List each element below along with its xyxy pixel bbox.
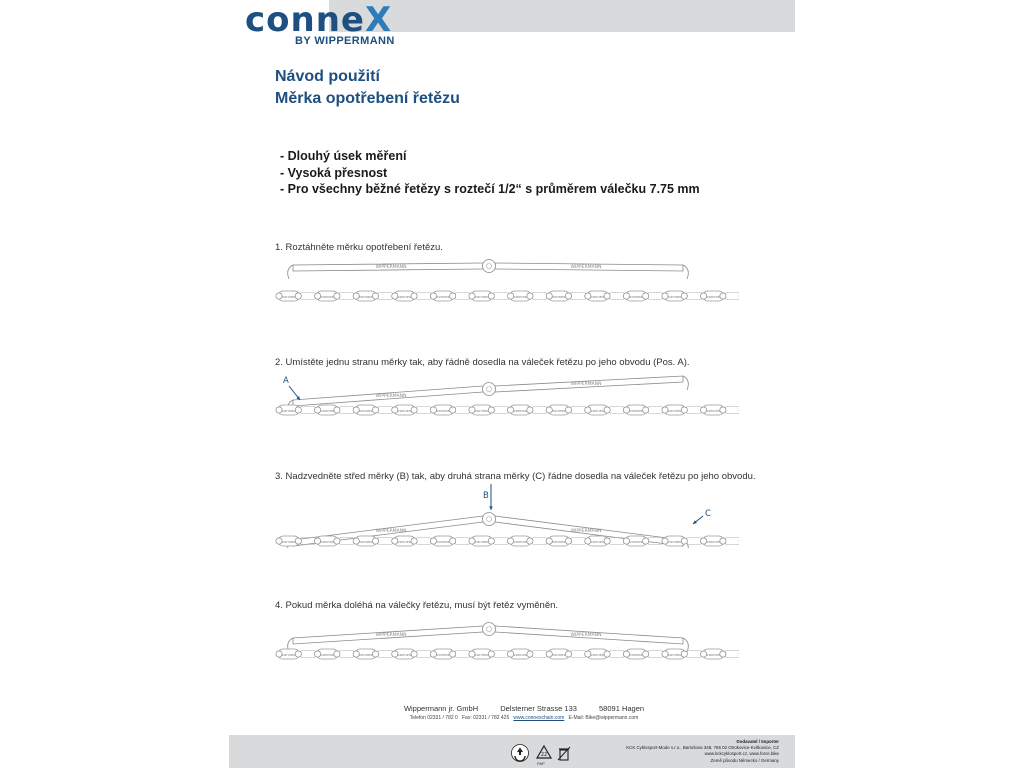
chain-roller xyxy=(372,538,378,544)
gauge-right-hook xyxy=(683,376,688,390)
chain-roller xyxy=(488,651,494,657)
company-address xyxy=(374,704,674,721)
chain-inner-link xyxy=(647,407,664,414)
chain-inner-link xyxy=(608,407,625,414)
chain-roller xyxy=(720,538,726,544)
chain-roller xyxy=(315,538,321,544)
chain-link-label: connex xyxy=(706,539,720,544)
chain-inner-link xyxy=(415,538,432,545)
chain-roller xyxy=(681,293,687,299)
chain-link-label: connex xyxy=(513,539,527,544)
chain-roller xyxy=(643,293,649,299)
gauge-brand-left: WIPPERMANN xyxy=(375,265,407,270)
chain-roller xyxy=(488,538,494,544)
chain-link-label: connex xyxy=(590,408,604,413)
chain-link-label: connex xyxy=(475,539,489,544)
chain-link-label: connex xyxy=(668,539,682,544)
chain-inner-link xyxy=(377,407,394,414)
step-4-text: 4. Pokud měrka doléhá na válečky řetězu, musí být řetěz vyměněn. xyxy=(275,600,559,611)
chain-inner-link xyxy=(454,407,471,414)
chain-link-label: connex xyxy=(436,294,450,299)
chain-inner-link xyxy=(454,538,471,545)
chain-roller xyxy=(643,538,649,544)
gauge-brand-left: WIPPERMANN xyxy=(375,633,407,638)
chain-link-label: connex xyxy=(513,294,527,299)
chain-roller xyxy=(623,407,629,413)
chain-link-label: connex xyxy=(320,539,334,544)
svg-text:22: 22 xyxy=(540,752,548,758)
chain-roller xyxy=(450,293,456,299)
chain-roller xyxy=(334,293,340,299)
chain-roller xyxy=(276,293,282,299)
chain-inner-link xyxy=(338,651,355,658)
chain-inner-link xyxy=(377,538,394,545)
chain-roller xyxy=(372,407,378,413)
chain-roller xyxy=(450,538,456,544)
chain-roller xyxy=(546,538,552,544)
diagram-1 xyxy=(273,258,739,308)
company-name: Wippermann jr. GmbH xyxy=(403,704,479,713)
gauge-right-hook xyxy=(683,638,688,652)
chain-roller xyxy=(469,293,475,299)
chain-link-label: connex xyxy=(590,294,604,299)
logo-wordmark: conneX xyxy=(245,0,393,40)
chain-link-label: connex xyxy=(359,294,373,299)
chain-roller xyxy=(604,651,610,657)
chain-link-label: connex xyxy=(706,408,720,413)
chain-roller xyxy=(488,293,494,299)
chain-roller xyxy=(720,407,726,413)
chain-roller xyxy=(508,293,514,299)
chain-inner-link xyxy=(531,538,548,545)
street-address: Delsterner Strasse 133 xyxy=(500,704,577,713)
gauge-center-knob xyxy=(483,383,496,396)
chain-roller xyxy=(276,538,282,544)
gauge-brand-right: WIPPERMANN xyxy=(570,529,602,534)
chain-roller xyxy=(508,538,514,544)
chain-link-label: connex xyxy=(282,539,296,544)
bike-chain xyxy=(276,649,739,659)
gauge-brand-right: WIPPERMANN xyxy=(570,265,602,270)
step-1-text: 1. Roztáhněte měrku opotřebení řetězu. xyxy=(275,242,443,253)
chain-roller xyxy=(701,293,707,299)
chain-link-label: connex xyxy=(475,294,489,299)
chain-roller xyxy=(411,407,417,413)
chain-roller xyxy=(585,651,591,657)
chain-roller xyxy=(469,651,475,657)
chain-roller xyxy=(701,407,707,413)
chain-roller xyxy=(276,407,282,413)
chain-inner-link xyxy=(685,538,702,545)
email-address: E-Mail: Bike@wippermann.com xyxy=(568,715,639,721)
chain-roller xyxy=(546,651,552,657)
chain-link-label: connex xyxy=(629,408,643,413)
chain-inner-link xyxy=(647,651,664,658)
chain-inner-link xyxy=(492,293,509,300)
city-address: 58091 Hagen xyxy=(599,704,645,713)
chain-inner-link xyxy=(608,293,625,300)
chain-roller xyxy=(623,293,629,299)
step-2-chain-gauge xyxy=(273,370,739,420)
chain-inner-link xyxy=(492,651,509,658)
chain-link-label: connex xyxy=(629,652,643,657)
chain-inner-link xyxy=(377,293,394,300)
phone-number: Telefon 02331 / 782 0 xyxy=(409,715,458,721)
importer-info xyxy=(626,739,779,764)
chain-roller xyxy=(430,538,436,544)
contact-line xyxy=(374,715,674,721)
chain-roller xyxy=(585,538,591,544)
feature-item: - Pro všechny běžné řetězy s roztečí 1/2“ s průměrem válečku 7.75 mm xyxy=(280,182,700,196)
chain-roller xyxy=(546,293,552,299)
logo-subtitle: BY WIPPERMANN xyxy=(295,35,395,47)
chain-roller xyxy=(469,407,475,413)
chain-inner-link xyxy=(338,293,355,300)
chain-inner-link xyxy=(415,407,432,414)
chain-inner-link xyxy=(647,293,664,300)
chain-inner-link xyxy=(685,407,702,414)
page-title xyxy=(275,66,460,110)
importer-address: KCK Cyklosport-Mode s.r.o., Bartošova 348, 765 02 Otrokovice-Kvítkovice, CZ xyxy=(626,745,779,751)
chain-link-label: connex xyxy=(590,652,604,657)
footer-band xyxy=(229,735,795,768)
chain-roller xyxy=(565,407,571,413)
instruction-sheet xyxy=(229,0,795,768)
chain-inner-link xyxy=(570,538,587,545)
feature-item: - Dlouhý úsek měření xyxy=(280,149,407,163)
chain-roller xyxy=(527,651,533,657)
chain-roller xyxy=(681,651,687,657)
chain-inner-link xyxy=(492,538,509,545)
marker-b-arrow-head xyxy=(489,506,492,510)
chain-roller xyxy=(604,407,610,413)
chain-roller xyxy=(411,538,417,544)
chain-roller xyxy=(353,407,359,413)
chain-link-label: connex xyxy=(359,408,373,413)
chain-roller xyxy=(411,651,417,657)
chain-roller xyxy=(604,293,610,299)
chain-roller xyxy=(315,293,321,299)
chain-roller xyxy=(681,407,687,413)
gauge-brand-right: WIPPERMANN xyxy=(570,382,602,387)
chain-roller xyxy=(565,651,571,657)
gauge-center-knob xyxy=(483,260,496,273)
chain-inner-link xyxy=(299,651,316,658)
chain-roller xyxy=(508,407,514,413)
chain-link-label: connex xyxy=(668,294,682,299)
chain-inner-link xyxy=(570,293,587,300)
step-2-text: 2. Umístěte jednu stranu měrky tak, aby řádně dosedla na váleček řetězu po jeho obvodu (Pos. A). xyxy=(275,357,690,368)
chain-roller xyxy=(353,293,359,299)
step-4-chain-gauge xyxy=(273,618,739,668)
chain-roller xyxy=(315,651,321,657)
chain-roller xyxy=(295,407,301,413)
chain-inner-link xyxy=(608,651,625,658)
chain-roller xyxy=(527,293,533,299)
chain-roller xyxy=(334,651,340,657)
chain-link-label: connex xyxy=(475,652,489,657)
chain-link-label: connex xyxy=(397,294,411,299)
chain-link-label: connex xyxy=(320,294,334,299)
step-3-chain-gauge xyxy=(273,482,739,548)
bike-chain xyxy=(276,536,739,546)
gauge-center-knob xyxy=(483,513,496,526)
chain-inner-link xyxy=(570,407,587,414)
chain-link-label: connex xyxy=(397,652,411,657)
chain-roller xyxy=(392,538,398,544)
chain-inner-link xyxy=(685,293,702,300)
chain-link-label: connex xyxy=(668,408,682,413)
title-line-1: Návod použití xyxy=(275,68,380,85)
gauge-brand-left: WIPPERMANN xyxy=(375,529,407,534)
chain-roller xyxy=(315,407,321,413)
chain-roller xyxy=(662,651,668,657)
gauge-center-knob xyxy=(483,623,496,636)
chain-link-label: connex xyxy=(629,294,643,299)
connex-logo xyxy=(245,0,405,50)
paper-recycling-icon xyxy=(535,744,553,762)
importer-title: Dodavatel / Importer xyxy=(736,739,779,744)
importer-origin: Země původu Německo / Germany xyxy=(710,757,779,763)
chain-roller xyxy=(720,293,726,299)
chain-link-label: connex xyxy=(436,408,450,413)
step-1-chain-gauge xyxy=(273,258,739,308)
chain-roller xyxy=(276,651,282,657)
chain-roller xyxy=(527,407,533,413)
gauge-right-hook xyxy=(683,265,688,279)
chain-roller xyxy=(585,407,591,413)
chain-link-label: connex xyxy=(436,539,450,544)
chain-roller xyxy=(604,538,610,544)
diagram-4 xyxy=(273,618,739,668)
chain-roller xyxy=(546,407,552,413)
chain-link-label: connex xyxy=(706,294,720,299)
chain-roller xyxy=(701,651,707,657)
chain-link-label: connex xyxy=(590,539,604,544)
gauge-left-hook xyxy=(288,265,293,279)
address-line xyxy=(374,704,674,713)
chain-inner-link xyxy=(338,407,355,414)
feature-list xyxy=(280,148,700,198)
chain-roller xyxy=(527,538,533,544)
chain-roller xyxy=(295,538,301,544)
diagram-3 xyxy=(273,482,739,544)
recycle-code: PAP xyxy=(537,761,545,766)
chain-link-label: connex xyxy=(359,539,373,544)
chain-link-label: connex xyxy=(668,652,682,657)
chain-link-label: connex xyxy=(706,652,720,657)
chain-roller xyxy=(334,407,340,413)
chain-inner-link xyxy=(570,651,587,658)
chain-roller xyxy=(430,407,436,413)
chain-roller xyxy=(469,538,475,544)
chain-roller xyxy=(353,651,359,657)
chain-roller xyxy=(334,538,340,544)
chain-link-label: connex xyxy=(629,539,643,544)
chain-roller xyxy=(623,538,629,544)
chain-link-label: connex xyxy=(397,539,411,544)
step-3-text: 3. Nadzvedněte střed měrky (B) tak, aby druhá strana měrky (C) řádne dosedla na váleček řetězu po jeho obvodu. xyxy=(275,471,756,482)
chain-roller xyxy=(392,407,398,413)
chain-roller xyxy=(681,538,687,544)
chain-link-label: connex xyxy=(320,408,334,413)
chain-roller xyxy=(295,293,301,299)
website-link[interactable]: www.connexchain.com xyxy=(513,715,565,721)
wear-gauge xyxy=(288,260,689,280)
chain-roller xyxy=(430,651,436,657)
chain-roller xyxy=(662,538,668,544)
chain-roller xyxy=(372,293,378,299)
chain-inner-link xyxy=(531,407,548,414)
chain-roller xyxy=(565,538,571,544)
chain-roller xyxy=(508,651,514,657)
chain-link-label: connex xyxy=(552,294,566,299)
chain-inner-link xyxy=(377,651,394,658)
chain-roller xyxy=(450,407,456,413)
chain-roller xyxy=(295,651,301,657)
wear-gauge xyxy=(288,623,689,653)
chain-roller xyxy=(585,293,591,299)
title-line-2: Měrka opotřebení řetězu xyxy=(275,90,460,107)
waste-bin-icon xyxy=(555,744,573,762)
feature-item: - Vysoká přesnost xyxy=(280,165,388,180)
chain-roller xyxy=(662,293,668,299)
chain-link-label: connex xyxy=(282,294,296,299)
chain-inner-link xyxy=(299,293,316,300)
bike-chain xyxy=(276,291,739,301)
chain-roller xyxy=(643,651,649,657)
chain-link-label: connex xyxy=(475,408,489,413)
gauge-brand-right: WIPPERMANN xyxy=(570,633,602,638)
chain-link-label: connex xyxy=(320,652,334,657)
chain-inner-link xyxy=(299,407,316,414)
marker-b: B xyxy=(483,491,489,501)
chain-inner-link xyxy=(531,293,548,300)
chain-inner-link xyxy=(415,651,432,658)
chain-link-label: connex xyxy=(552,408,566,413)
chain-inner-link xyxy=(415,293,432,300)
chain-link-label: connex xyxy=(282,408,296,413)
gauge-brand-left: WIPPERMANN xyxy=(375,394,407,399)
chain-inner-link xyxy=(685,651,702,658)
chain-link-label: connex xyxy=(552,539,566,544)
chain-roller xyxy=(450,651,456,657)
marker-c: C xyxy=(705,509,711,519)
chain-link-label: connex xyxy=(397,408,411,413)
fax-number: Fax: 02331 / 782 425 xyxy=(461,715,510,721)
chain-roller xyxy=(565,293,571,299)
chain-roller xyxy=(372,651,378,657)
chain-roller xyxy=(392,293,398,299)
chain-link-label: connex xyxy=(436,652,450,657)
bike-chain xyxy=(276,405,739,415)
chain-link-label: connex xyxy=(359,652,373,657)
chain-inner-link xyxy=(454,651,471,658)
chain-link-label: connex xyxy=(513,408,527,413)
recycle-icon xyxy=(511,744,529,762)
chain-link-label: connex xyxy=(552,652,566,657)
chain-roller xyxy=(392,651,398,657)
chain-roller xyxy=(643,407,649,413)
importer-web: www.kckcyklosport.cz, www.force.bike xyxy=(704,751,779,757)
diagram-2 xyxy=(273,370,739,420)
chain-roller xyxy=(662,407,668,413)
chain-roller xyxy=(488,407,494,413)
marker-a: A xyxy=(283,376,289,386)
chain-roller xyxy=(623,651,629,657)
chain-roller xyxy=(411,293,417,299)
chain-roller xyxy=(720,651,726,657)
chain-inner-link xyxy=(531,651,548,658)
chain-link-label: connex xyxy=(513,652,527,657)
chain-inner-link xyxy=(492,407,509,414)
chain-roller xyxy=(701,538,707,544)
chain-link-label: connex xyxy=(282,652,296,657)
chain-inner-link xyxy=(454,293,471,300)
chain-roller xyxy=(430,293,436,299)
chain-roller xyxy=(353,538,359,544)
